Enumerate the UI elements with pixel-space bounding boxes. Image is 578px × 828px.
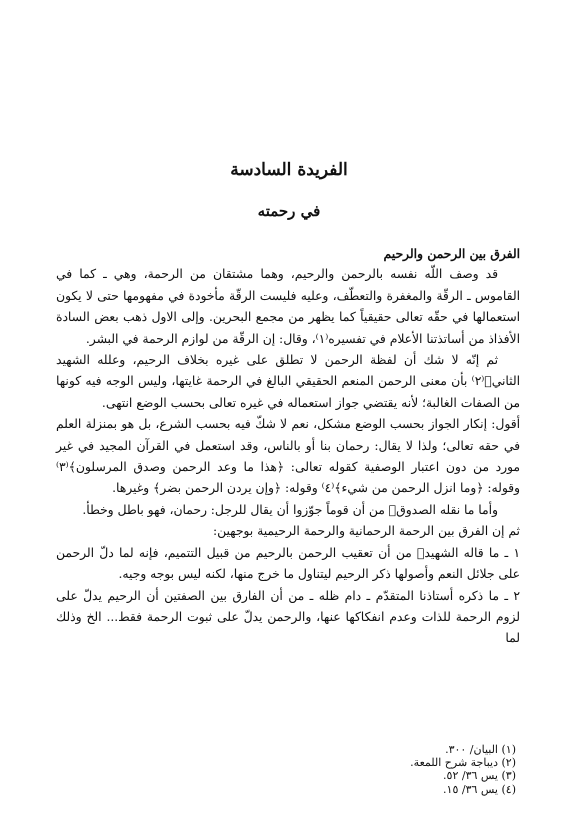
footnotes <box>300 743 516 796</box>
paragraph-5: ثم إن الفرق بين الرحمة الرحمانية والرحمة الرحيمية بوجهين: <box>212 524 520 539</box>
paragraph-2: ثم إنّه لا شك أن لفظة الرحمن لا تطلق على غيره بخلاف الرحيم، وعلله الشهيد الثاني﷫⁽٢⁾ بأن معنى الرحمن المنعم الحقيقي البالغ في الرحمة غايتها، وليس الوجه فيه كونها من الصفات الغالبة؛ لأنه يقتضي جواز استعماله في غيره تعالى بحسب الوضع انتهى. <box>56 353 520 410</box>
chapter-title: الفريدة السادسة <box>230 160 348 180</box>
footnote-4: (٤) يس ٣٦/ ١٥. <box>443 782 516 796</box>
list-item-2: ٢ ـ ما ذكره أستاذنا المتقدّم ـ دام ظله ـ من أن الفارق بين الصفتين أن الرحيم يدلّ على لزوم الرحمة للذات وعدم انفكاكها عنها، والرحمن يدلّ على ثبوت الرحمة فقط... الخ وذلك لما <box>56 588 520 646</box>
paragraph-3: أقول: إنكار الجواز بحسب الوضع مشكل، نعم لا شكّ فيه بحسب الشرع، بل هو بمنزلة العلم في حقه تعالى؛ ولذا لا يقال: رحمان بنا أو بالناس، وقد استعمل في القرآن المجيد في غير مورد من دون اعتبار الوصفية كقوله تعالى: ﴿هذا ما وعد الرحمن وصدق المرسلون﴾⁽٣⁾ وقوله: ﴿وما انزل الرحمن من شيء﴾⁽٤⁾ وقوله: ﴿وإن يردن الرحمن بضر﴾ وغيرها. <box>56 417 520 496</box>
paragraph-1: قد وصف اللّه نفسه بالرحمن والرحيم، وهما مشتقان من الرحمة، وهي ـ كما في القاموس ـ الرقّة والمغفرة والتعطّف، وعليه فليست الرقّة مأخودة في مفهومها حتى لا يكون استعمالها في حقّه تعالى حقيقياً كما يظهر من مجمع البحرين. وإلى الاول ذهب بعض السادة الأفذاذ من أساتذتنا الأعلام في تفسيره⁽١⁾، وقال: إن الرقّة من لوازم الرحمة في البشر. <box>56 267 520 346</box>
footnote-3: (٣) يس ٣٦/ ٥٢. <box>443 769 516 783</box>
list-item-1: ١ ـ ما قاله الشهيد﷫ من أن تعقيب الرحمن بالرحيم من قبيل التتميم، فإنه لما دلّ الرحمن على جلائل النعم وأصولها ذكر الرحيم ليتناول ما خرج منها، لكنه ليس بوجه وجيه. <box>56 545 520 582</box>
section-heading: الفرق بين الرحمن والرحيم <box>383 246 520 261</box>
body-text <box>56 243 520 650</box>
paragraph-4: وأما ما نقله الصدوق﷫ من أن قوماً جوّزوا أن يقال للرجل: رحمان، فهو باطل وخطأ. <box>82 502 498 517</box>
footnote-1: (١) البيان/ ٣٠٠. <box>445 743 516 756</box>
footnote-2: (٢) ديباجة شرح اللمعة. <box>410 756 516 770</box>
chapter-subtitle: في رحمته <box>257 202 321 220</box>
